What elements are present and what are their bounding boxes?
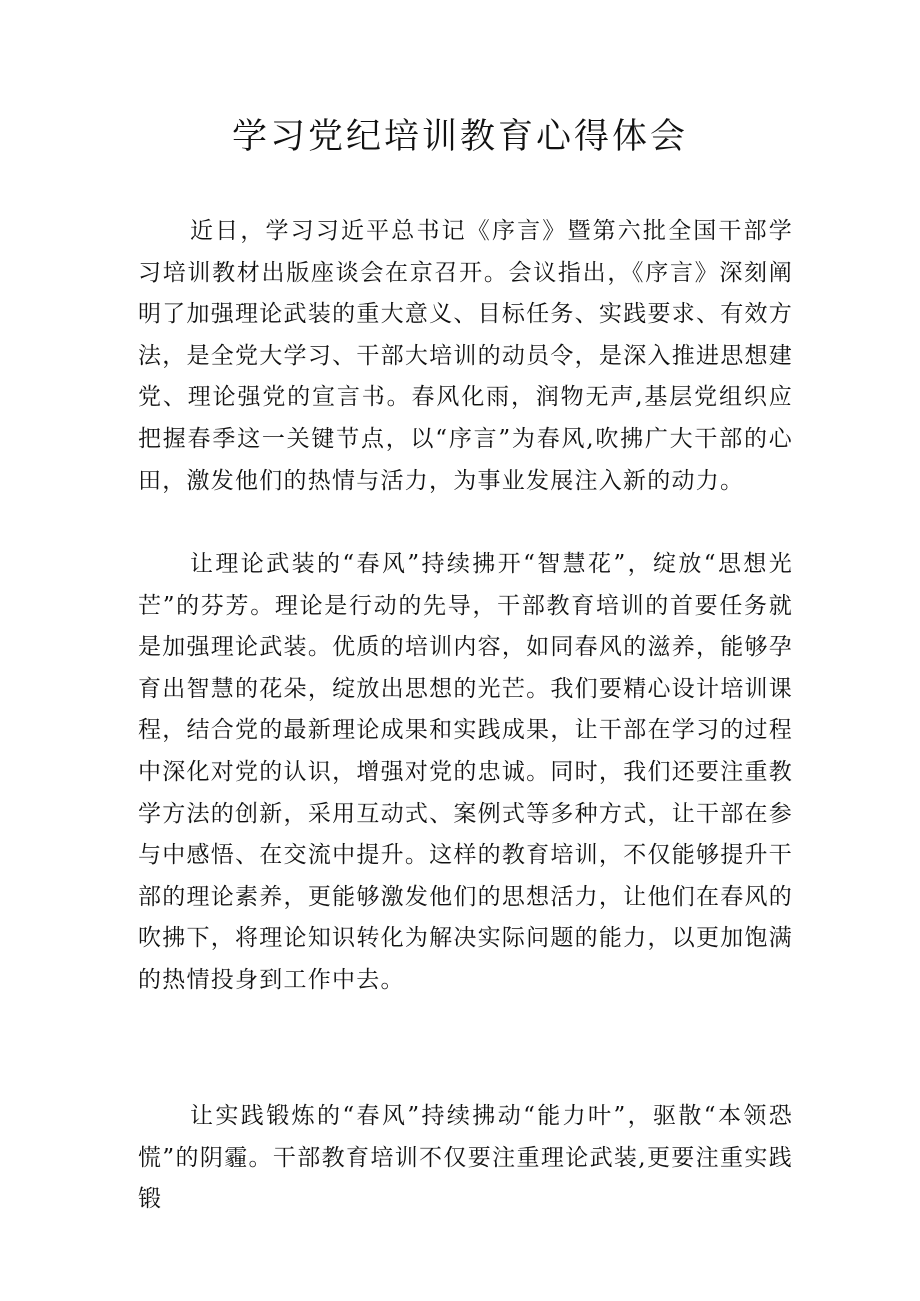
paragraph-2: 让理论武装的“春风”持续拂开“智慧花”，绽放“思想光芒”的芬芳。理论是行动的先导，干部教育培训的首要任务就是加强理论武装。优质的培训内容，如同春风的滋养，能够孕育出智慧的花朵，绽放出思想的光芒。我们要精心设计培训课程，结合党的最新理论成果和实践成果，让干部在学习的过程中深化对党的认识，增强对党的忠诚。同时，我们还要注重教学方法的创新，采用互动式、案例式等多种方式，让干部在参与中感悟、在交流中提升。这样的教育培训，不仅能够提升干部的理论素养，更能够激发他们的思想活力，让他们在春风的吹拂下，将理论知识转化为解决实际问题的能力，以更加饱满的热情投身到工作中去。 <box>138 551 793 993</box>
paragraph-3: 让实践锻炼的“春风”持续拂动“能力叶”，驱散“本领恐慌”的阴霾。干部教育培训不仅要注重理论武装,更要注重实践锻 <box>138 1103 793 1213</box>
paragraph-1: 近日，学习习近平总书记《序言》暨第六批全国干部学习培训教材出版座谈会在京召开。会议指出，《序言》深刻阐明了加强理论武装的重大意义、目标任务、实践要求、有效方法，是全党大学习、干部大培训的动员令，是深入推进思想建党、理论强党的宣言书。春风化雨，润物无声,基层党组织应把握春季这一关键节点，以“序言”为春风,吹拂广大干部的心田，激发他们的热情与活力，为事业发展注入新的动力。 <box>138 218 793 494</box>
document-title: 学习党纪培训教育心得体会 <box>231 117 688 157</box>
